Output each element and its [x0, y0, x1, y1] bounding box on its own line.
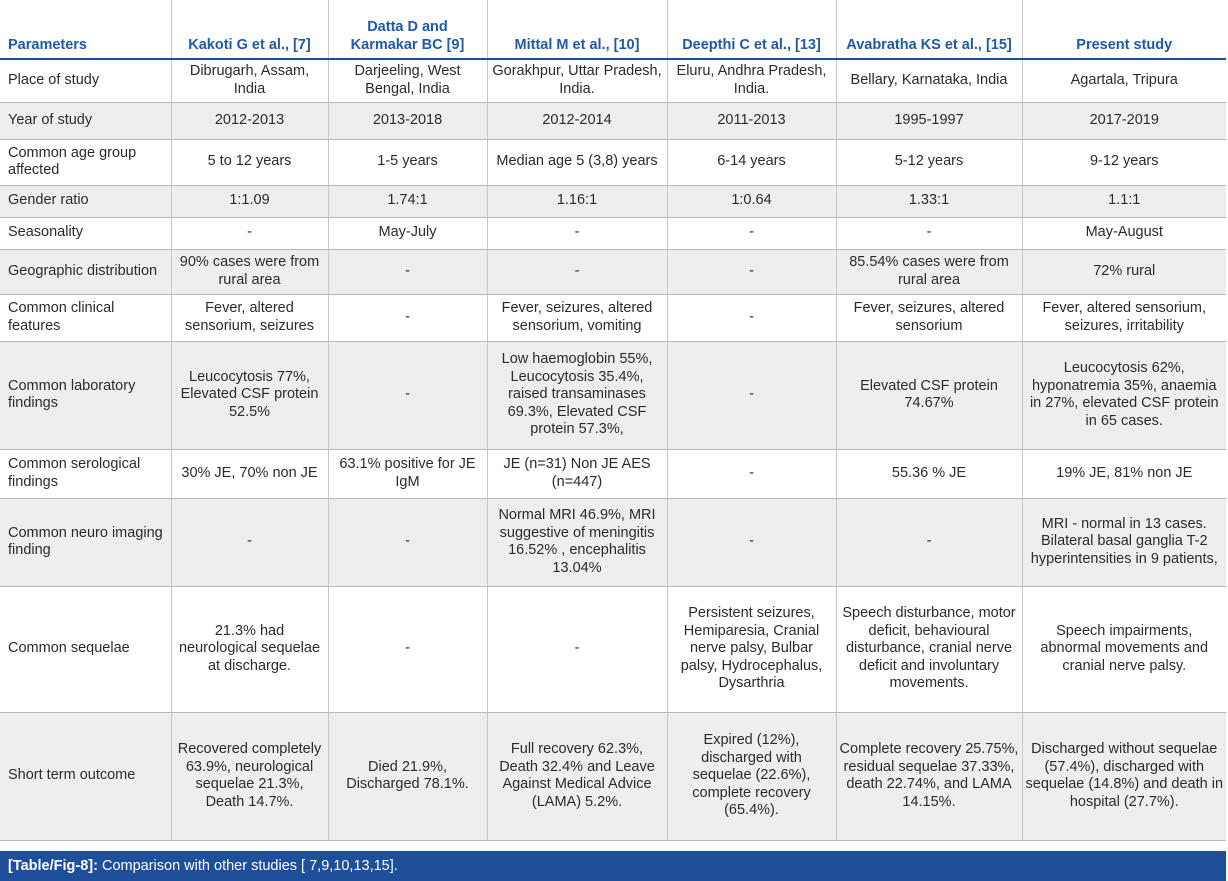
table-cell: Full recovery 62.3%, Death 32.4% and Leave Against Medical Advice (LAMA) 5.2%.: [487, 712, 667, 840]
table-cell: -: [171, 498, 328, 586]
table-cell: -: [667, 217, 836, 249]
table-cell: Elevated CSF protein 74.67%: [836, 341, 1022, 449]
table-cell: -: [667, 341, 836, 449]
table-cell: Agartala, Tripura: [1022, 59, 1226, 102]
table-cell: Fever, altered sensorium, seizures: [171, 294, 328, 341]
table-cell: 5-12 years: [836, 139, 1022, 185]
table-cell: 55.36 % JE: [836, 449, 1022, 498]
table-cell: -: [171, 217, 328, 249]
table-cell: 5 to 12 years: [171, 139, 328, 185]
table-cell: 2017-2019: [1022, 102, 1226, 139]
table-cell: Leucocytosis 62%, hyponatremia 35%, anaemia in 27%, elevated CSF protein in 65 cases.: [1022, 341, 1226, 449]
table-row-seasonality: [0, 217, 1226, 249]
table-cell: Fever, altered sensorium, seizures, irritability: [1022, 294, 1226, 341]
table-cell: 2011-2013: [667, 102, 836, 139]
table-cell: -: [487, 217, 667, 249]
table-cell: Darjeeling, West Bengal, India: [328, 59, 487, 102]
header-present-study: Present study: [1022, 0, 1226, 59]
table-cell: 1-5 years: [328, 139, 487, 185]
table-cell: Common sequelae: [0, 586, 171, 712]
table-row-place-of-study: [0, 59, 1226, 102]
table-cell: -: [667, 249, 836, 294]
table-cell: 1.33:1: [836, 185, 1022, 217]
table-cell: Gender ratio: [0, 185, 171, 217]
table-cell: 1.16:1: [487, 185, 667, 217]
table-row-clinical-features: [0, 294, 1226, 341]
table-cell: Complete recovery 25.75%, residual sequelae 37.33%, death 22.74%, and LAMA 14.15%.: [836, 712, 1022, 840]
table-cell: -: [328, 249, 487, 294]
table-cell: Common serological findings: [0, 449, 171, 498]
table-cell: Discharged without sequelae (57.4%), discharged with sequelae (14.8%) and death in hospital (27.7%).: [1022, 712, 1226, 840]
table-cell: 30% JE, 70% non JE: [171, 449, 328, 498]
table-row-laboratory-findings: [0, 341, 1226, 449]
table-cell: -: [328, 341, 487, 449]
table-row-year-of-study: [0, 102, 1226, 139]
table-cell: -: [667, 449, 836, 498]
table-cell: Expired (12%), discharged with sequelae (22.6%), complete recovery (65.4%).: [667, 712, 836, 840]
table-cell: 1995-1997: [836, 102, 1022, 139]
table-cell: Bellary, Karnataka, India: [836, 59, 1022, 102]
table-cell: MRI - normal in 13 cases. Bilateral basal ganglia T-2 hyperintensities in 9 patients,: [1022, 498, 1226, 586]
table-cell: Common neuro imaging finding: [0, 498, 171, 586]
header-mittal: Mittal M et al., [10]: [487, 0, 667, 59]
table-cell: Short term outcome: [0, 712, 171, 840]
table-cell: 1.1:1: [1022, 185, 1226, 217]
header-row: [0, 0, 1226, 59]
table-cell: Died 21.9%, Discharged 78.1%.: [328, 712, 487, 840]
table-cell: 1:1.09: [171, 185, 328, 217]
table-row-short-term-outcome: [0, 712, 1226, 840]
table-cell: -: [836, 217, 1022, 249]
table-cell: Normal MRI 46.9%, MRI suggestive of meningitis 16.52% , encephalitis 13.04%: [487, 498, 667, 586]
caption-label: [Table/Fig-8]:: [8, 858, 98, 874]
table-cell: 1.74:1: [328, 185, 487, 217]
table-cell: 21.3% had neurological sequelae at discharge.: [171, 586, 328, 712]
table-cell: -: [328, 498, 487, 586]
table-cell: 90% cases were from rural area: [171, 249, 328, 294]
table-row-gender-ratio: [0, 185, 1226, 217]
table-cell: Eluru, Andhra Pradesh, India.: [667, 59, 836, 102]
table-cell: 9-12 years: [1022, 139, 1226, 185]
table-cell: -: [328, 586, 487, 712]
table-cell: Dibrugarh, Assam, India: [171, 59, 328, 102]
table-cell: -: [667, 498, 836, 586]
table-cell: Fever, seizures, altered sensorium, vomiting: [487, 294, 667, 341]
table-cell: Speech disturbance, motor deficit, behavioural disturbance, cranial nerve deficit and involuntary movements.: [836, 586, 1022, 712]
table-cell: Median age 5 (3,8) years: [487, 139, 667, 185]
table-cell: -: [487, 586, 667, 712]
table-row-age-group: [0, 139, 1226, 185]
table-row-geographic-distribution: [0, 249, 1226, 294]
table-cell: 19% JE, 81% non JE: [1022, 449, 1226, 498]
table-cell: Gorakhpur, Uttar Pradesh, India.: [487, 59, 667, 102]
table-cell: Common age group affected: [0, 139, 171, 185]
table-cell: Low haemoglobin 55%, Leucocytosis 35.4%, raised transaminases 69.3%, Elevated CSF protein 57.3%,: [487, 341, 667, 449]
table-cell: Common laboratory findings: [0, 341, 171, 449]
table-cell: Place of study: [0, 59, 171, 102]
table-caption: [0, 851, 1226, 881]
table-cell: Year of study: [0, 102, 171, 139]
header-kakoti: Kakoti G et al., [7]: [171, 0, 328, 59]
table-cell: 2012-2013: [171, 102, 328, 139]
table-cell: 72% rural: [1022, 249, 1226, 294]
header-avabratha: Avabratha KS et al., [15]: [836, 0, 1022, 59]
table-cell: Geographic distribution: [0, 249, 171, 294]
table-cell: Recovered completely 63.9%, neurological sequelae 21.3%, Death 14.7%.: [171, 712, 328, 840]
table-cell: -: [328, 294, 487, 341]
table-cell: Leucocytosis 77%, Elevated CSF protein 52.5%: [171, 341, 328, 449]
caption-text: Comparison with other studies [ 7,9,10,13,15].: [101, 858, 398, 874]
table-cell: Seasonality: [0, 217, 171, 249]
table-cell: 2013-2018: [328, 102, 487, 139]
table-row-sequelae: [0, 586, 1226, 712]
table-cell: 85.54% cases were from rural area: [836, 249, 1022, 294]
table-cell: -: [836, 498, 1022, 586]
table-cell: -: [667, 294, 836, 341]
header-deepthi: Deepthi C et al., [13]: [667, 0, 836, 59]
table-cell: Persistent seizures, Hemiparesia, Cranial nerve palsy, Bulbar palsy, Hydrocephalus, Dysarthria: [667, 586, 836, 712]
table-cell: 1:0.64: [667, 185, 836, 217]
table-cell: 2012-2014: [487, 102, 667, 139]
table-row-neuro-imaging: [0, 498, 1226, 586]
table-cell: Fever, seizures, altered sensorium: [836, 294, 1022, 341]
header-datta: Datta D and Karmakar BC [9]: [328, 0, 487, 59]
table-cell: Common clinical features: [0, 294, 171, 341]
table-cell: 6-14 years: [667, 139, 836, 185]
table-cell: JE (n=31) Non JE AES (n=447): [487, 449, 667, 498]
table-cell: Speech impairments, abnormal movements and cranial nerve palsy.: [1022, 586, 1226, 712]
table-cell: -: [487, 249, 667, 294]
header-parameters: Parameters: [0, 0, 171, 59]
table-row-serological-findings: [0, 449, 1226, 498]
table-cell: May-July: [328, 217, 487, 249]
table-cell: May-August: [1022, 217, 1226, 249]
table-cell: 63.1% positive for JE IgM: [328, 449, 487, 498]
